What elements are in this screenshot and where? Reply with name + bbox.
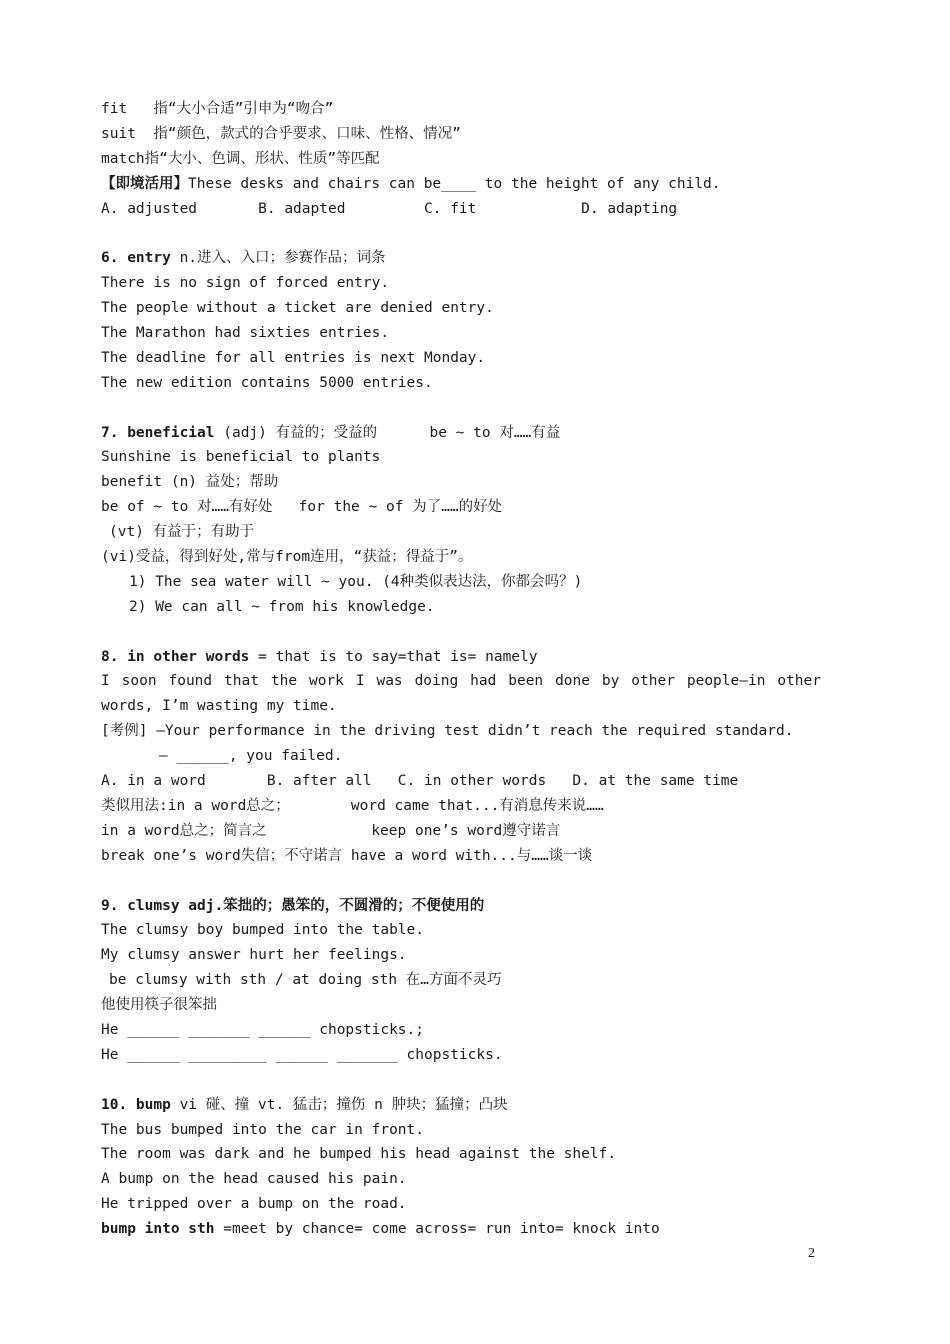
entry-heading (101, 246, 821, 271)
entry-heading (101, 645, 821, 670)
text-line: break one’s word失信；不守诺言 have a word with...与……谈一谈 (101, 847, 593, 864)
example-sentence: The room was dark and he bumped his head against the shelf. (101, 1146, 617, 1163)
example-sentence: There is no sign of forced entry. (101, 275, 390, 292)
example-sentence: The bus bumped into the car in front. (101, 1121, 425, 1138)
exercise-line (101, 172, 821, 197)
definition: n.进入、入口；参赛作品；词条 (170, 250, 386, 267)
example-sentence: The people without a ticket are denied entry. (101, 300, 494, 317)
entry-heading (101, 1093, 821, 1118)
spacer (101, 396, 821, 421)
exercise-question: These desks and chairs can be____ to the height of any child. (188, 175, 721, 192)
text-line: suit 指“颜色，款式的合乎要求、口味、性格、情况” (101, 125, 461, 142)
example-sentence: The Marathon had sixties entries. (101, 325, 390, 342)
text-line: fit 指“大小合适”引申为“吻合” (101, 101, 334, 117)
entry-heading (101, 421, 821, 446)
text-line: in a word总之；简言之 keep one’s word遵守诺言 (101, 822, 561, 839)
exam-example: — ______, you failed. (159, 748, 343, 765)
spacer (101, 620, 821, 645)
text-line: 类似用法:in a word总之； word came that...有消息传来说…… (101, 797, 604, 814)
fill-in-blank: He ______ _________ ______ _______ chopsticks. (101, 1046, 503, 1063)
synonyms: =meet by chance= come across= run into= knock into (214, 1221, 660, 1238)
page-number: 2 (808, 1246, 815, 1261)
exam-example: [考例] —Your performance in the driving test didn’t reach the required standard. (101, 723, 794, 740)
example-sentence: I soon found that the work I was doing had been done by other people—in other (101, 673, 821, 690)
headword: 10. bump (101, 1096, 171, 1113)
text-line: (vt) 有益于；有助于 (109, 524, 255, 541)
document-body (101, 97, 821, 1242)
definition: (adj) 有益的；受益的 be ~ to 对……有益 (214, 424, 561, 441)
example-sentence: The clumsy boy bumped into the table. (101, 922, 425, 939)
headword: 6. entry (101, 250, 171, 267)
entry-heading: 9. clumsy adj.笨拙的；愚笨的，不圆滑的；不便使用的 (101, 897, 485, 914)
text-line: (vi)受益，得到好处,常与from连用，“获益；得益于”。 (101, 549, 473, 566)
headword: 8. in other words (101, 648, 250, 665)
example-sentence: Sunshine is beneficial to plants (101, 449, 381, 466)
numbered-example: 2) We can all ~ from his knowledge. (129, 598, 435, 615)
definition: vi 碰、撞 vt. 猛击；撞伤 n 肿块；猛撞；凸块 (170, 1096, 508, 1113)
definition: = that is to say=that is= namely (249, 648, 538, 665)
text-line: 他使用筷子很笨拙 (101, 997, 217, 1014)
text-line: be clumsy with sth / at doing sth 在…方面不灵巧 (109, 972, 502, 989)
answer-options: A. in a word B. after all C. in other words D. at the same time (101, 773, 739, 790)
phrase-line (101, 1217, 821, 1242)
numbered-example: 1) The sea water will ~ you. (4种类似表达法，你都会吗？) (129, 573, 583, 590)
text-line: be of ~ to 对……有好处 for the ~ of 为了……的好处 (101, 499, 503, 516)
example-sentence: The deadline for all entries is next Monday. (101, 349, 486, 366)
fill-in-blank: He ______ _______ ______ chopsticks.; (101, 1021, 425, 1038)
example-sentence: He tripped over a bump on the road. (101, 1196, 407, 1213)
spacer (101, 1068, 821, 1093)
text-line: match指“大小、色调、形状、性质”等匹配 (101, 150, 380, 167)
phrase: bump into sth (101, 1221, 215, 1238)
answer-options: A. adjusted B. adapted C. fit D. adapting (101, 200, 678, 217)
example-sentence: The new edition contains 5000 entries. (101, 374, 433, 391)
exercise-label: 【即境活用】 (101, 175, 188, 192)
example-sentence: words, I’m wasting my time. (101, 698, 337, 715)
text-line: benefit (n) 益处；帮助 (101, 474, 279, 491)
example-sentence: My clumsy answer hurt her feelings. (101, 947, 407, 964)
headword: 7. beneficial (101, 424, 215, 441)
spacer (101, 221, 821, 246)
example-sentence: A bump on the head caused his pain. (101, 1171, 407, 1188)
spacer (101, 869, 821, 894)
